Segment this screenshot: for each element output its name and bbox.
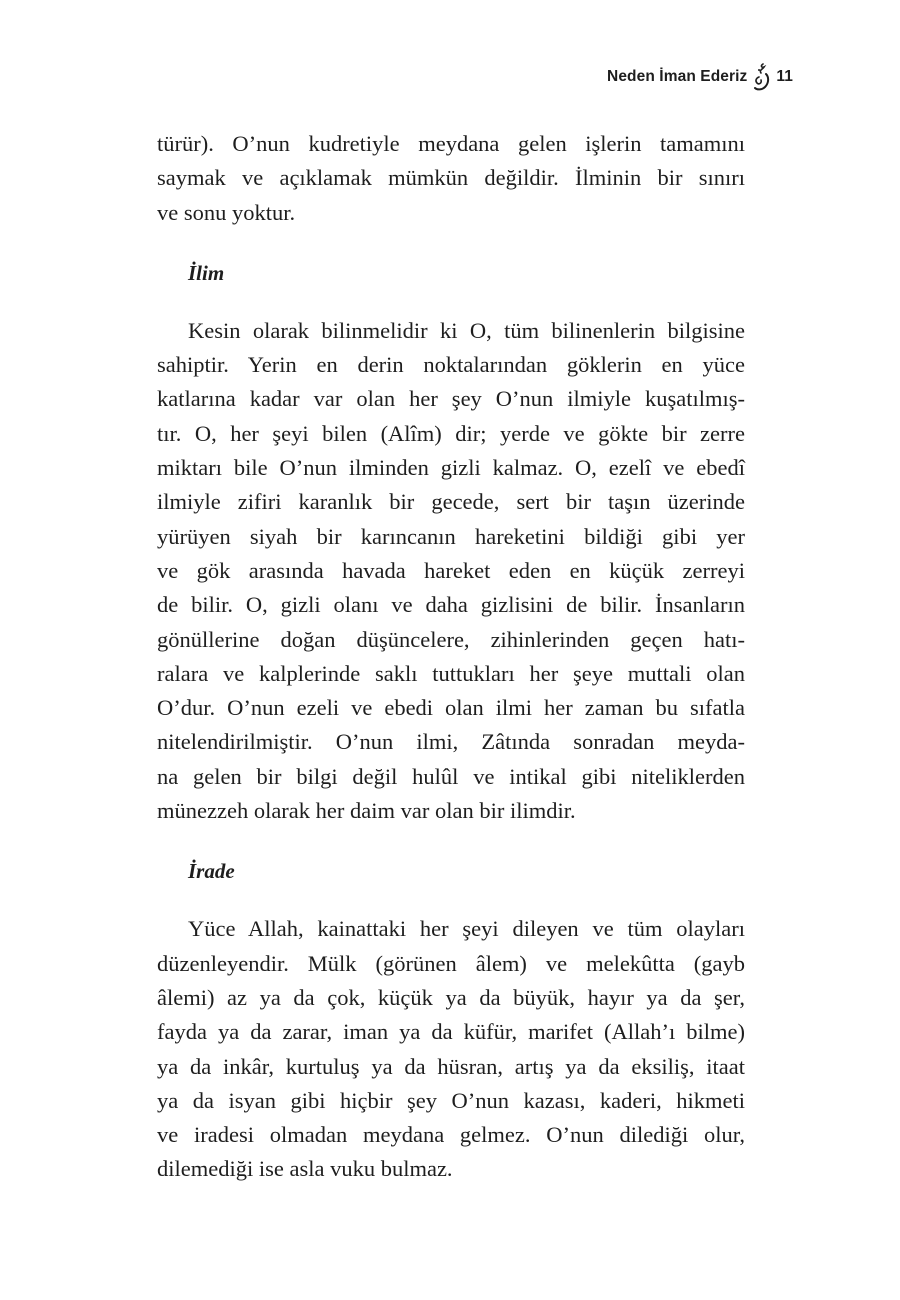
text-line: ralara ve kalplerinde saklı tuttukları her şeye muttali olan [157, 660, 745, 686]
text-line: na gelen bir bilgi değil hulûl ve intikal gibi niteliklerden [157, 763, 745, 789]
text-line: Kesin olarak bilinmelidir ki O, tüm bilinenlerin bilgisine [188, 317, 745, 343]
irade-paragraph [157, 912, 745, 1186]
text-line: ya da isyan gibi hiçbir şey O’nun kazası, kaderi, hikmeti [157, 1087, 745, 1113]
text-line: tır. O, her şeyi bilen (Alîm) dir; yerde ve gökte bir zerre [157, 420, 745, 446]
text-line: Yüce Allah, kainattaki her şeyi dileyen ve tüm olayları [188, 916, 745, 942]
text-line: O’dur. O’nun ezeli ve ebedi olan ilmi her zaman bu sıfatla [157, 695, 745, 721]
text-line: ve iradesi olmadan meydana gelmez. O’nun dilediği olur, [157, 1122, 745, 1148]
text-line: münezzeh olarak her daim var olan bir ilimdir. [157, 798, 576, 824]
text-line: dilemediği ise asla vuku bulmaz. [157, 1156, 453, 1182]
calligraphic-ornament-icon [750, 62, 772, 92]
text-line: saymak ve açıklamak mümkün değildir. İlminin bir sınırı [157, 165, 745, 191]
text-line: türür). O’nun kudretiyle meydana gelen işlerin tamamını [157, 131, 745, 156]
page-number: 11 [776, 68, 793, 85]
text-line: ilmiyle zifiri karanlık bir gecede, sert bir taşın üzerinde [157, 489, 745, 515]
intro-paragraph [157, 127, 745, 230]
text-line: fayda ya da zarar, iman ya da küfür, marifet (Allah’ı bilme) [157, 1019, 745, 1045]
page-body [157, 127, 745, 1187]
text-line: ve sonu yoktur. [157, 199, 296, 225]
section-heading-ilim: İlim [188, 260, 225, 285]
text-line: gönüllerine doğan düşüncelere, zihinlerinden geçen hatı- [157, 626, 745, 652]
text-line: katlarına kadar var olan her şey O’nun ilmiyle kuşatılmış- [157, 386, 745, 412]
text-line: âlemi) az ya da çok, küçük ya da büyük, hayır ya da şer, [157, 984, 745, 1010]
ilim-paragraph [157, 314, 745, 828]
text-line: düzenleyendir. Mülk (görünen âlem) ve melekûtta (gayb [157, 950, 745, 976]
running-title: Neden İman Ederiz [607, 68, 748, 85]
running-header [607, 62, 793, 92]
text-line: yürüyen siyah bir karıncanın hareketini bildiği gibi yer [157, 523, 745, 549]
text-line: sahiptir. Yerin en derin noktalarından göklerin en yüce [157, 352, 745, 378]
section-heading-irade: İrade [188, 859, 235, 884]
text-line: ve gök arasında havada hareket eden en küçük zerreyi [157, 557, 745, 583]
text-line: nitelendirilmiştir. O’nun ilmi, Zâtında sonradan meyda- [157, 729, 745, 755]
text-line: miktarı bile O’nun ilminden gizli kalmaz. O, ezelî ve ebedî [157, 455, 745, 481]
text-line: ya da inkâr, kurtuluş ya da hüsran, artış ya da eksiliş, itaat [157, 1053, 745, 1079]
text-line: de bilir. O, gizli olanı ve daha gizlisini de bilir. İnsanların [157, 592, 745, 618]
